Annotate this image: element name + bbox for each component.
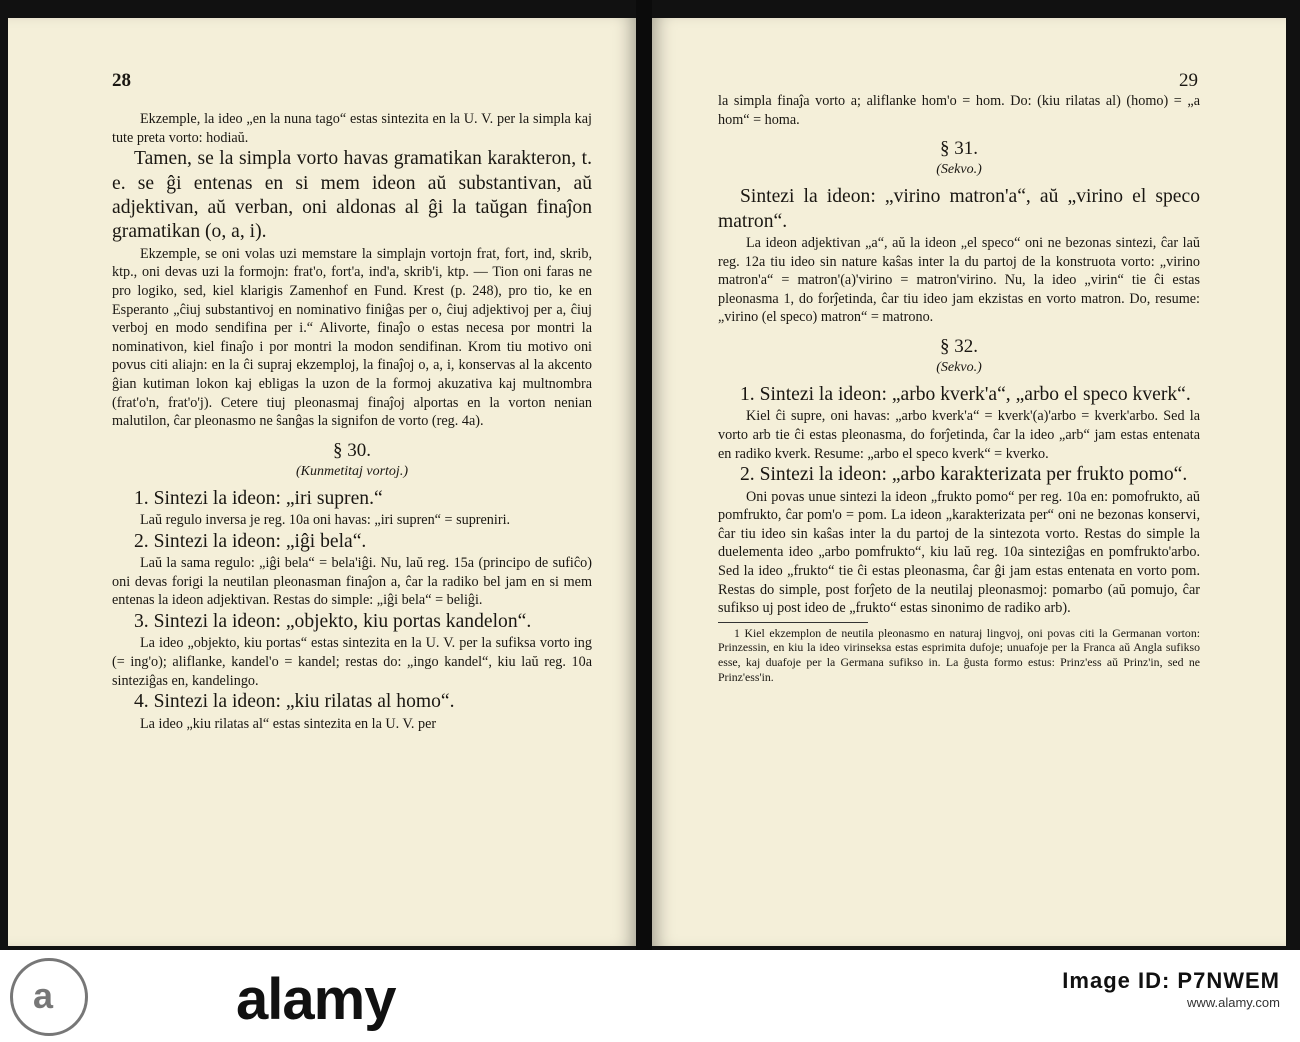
exercise-title: 1. Sintezi la ideon: „iri supren.“ — [134, 487, 383, 509]
paragraph-large: Tamen, se la simpla vorto havas gramatikan karakteron, t. e. se ĝi entenas en si mem ideon aŭ substantivan, aŭ adjektivan, aŭ verban, oni aldonas al ĝi la taŭgan finaĵon gramatikan (o, a, i). — [112, 148, 592, 243]
section-subtitle: (Sekvo.) — [936, 359, 982, 375]
exercise-title: 2. Sintezi la ideon: „iĝi bela“. — [134, 530, 367, 552]
section-heading: § 31. — [940, 138, 978, 160]
logo-letter: a — [33, 975, 54, 1016]
book-gutter — [636, 0, 652, 950]
watermark-info — [1062, 970, 1280, 1014]
exercise-title: Sintezi la ideon: „virino matron'a“, aŭ „virino el speco matron“. — [718, 186, 1200, 232]
exercise-body: La ideon adjektivan „a“, aŭ la ideon „el speco“ oni ne bezonas sintezi, ĉar laŭ reg. 12a tiu ideo sin nature kaŝas inter la du partoj de la konstruota vorto: „virino matron'a“ = matron'(a)'virino = matron'virino. Nu, la ideo „virin“ tie ĉi estas pleonasma 1, do forĵetinda, ĉar tiu ideo jam ekzistas en vorto matron. Do, resume: „virino (el speco) matron“ = matrono. — [718, 235, 1200, 326]
alamy-logo-icon — [10, 958, 88, 1036]
right-page — [652, 18, 1286, 946]
exercise-body: Kiel ĉi supre, oni havas: „arbo kverk'a“ = kverk'(a)'arbo = kverk'arbo. Sed la vorto arb tie ĉi estas pleonasma, do forĵetinda, ĉar la ideo „arb“ jam estas entenata en radiko kverk. Resume: „arbo el speco kverk“ = kverko. — [718, 408, 1200, 462]
section-subtitle: (Kunmetitaj vortoj.) — [296, 463, 408, 479]
page-number: 28 — [112, 70, 131, 91]
paragraph: Ekzemple, se oni volas uzi memstare la simplajn vortojn frat, fort, ind, skrib, ktp., oni devas uzi la formojn: frat'o, fort'a, ind'a, skrib'i, ktp. — Tion oni faras ne pro logiko, sed, kiel klarigis Zamenhof en Fund. Krest (p. 248), pro tio, ke en Esperanto „ĉiuj substantivoj en nominativo finiĝas per o, ĉiuj adjektivoj per a, ĉiuj verboj en modo sendifina per i.“ Alivorte, finaĵo o estas necesa por montri la nominativon, kiel finaĵo i por montri la modon sendifinan. Krom tiu motivo oni povus citi aliajn: en la ĉi supraj ekzemploj, la finaĵoj o, a, i, konservas al la akcento ĝian kutiman lokon kaj ebligas la uzon de la formoj akuzativa kaj multnombra (frat'o'n, frat'o'j). Ceterе tiuj pleonasmaj finaĵoj alportas en la vorton nenian malutilon, ĉar pleonasmo ne ŝanĝas la signifon de vorto (reg. 4a). — [112, 245, 592, 430]
exercise-title: 1. Sintezi la ideon: „arbo kverk'a“, „arbo el speco kverk“. — [740, 383, 1191, 405]
exercise-title: 2. Sintezi la ideon: „arbo karakterizata per frukto pomo“. — [740, 464, 1188, 486]
page-number: 29 — [1179, 70, 1198, 91]
exercise-body: Laŭ la sama regulo: „iĝi bela“ = bela'iĝi. Nu, laŭ reg. 15a (principo de sufiĉo) oni devas forigi la neutilan pleonasman finaĵon a, ĉar la radiko bel jam en si mem entenas la ideon adjektivan. Restas do simple: „iĝi bela“ = beliĝi. — [112, 555, 592, 609]
exercise-body: Oni povas unue sintezi la ideon „frukto pomo“ per reg. 10a en: pomofrukto, aŭ pomfrukto, ĉar pom'o = pom. La ideon „karakterizata per“ oni ne bezonas konservi, ĉar tiu ideo sin kaŝas inter la du partoj de la sintezota vorto. Restas do simple la duelementa ideo „arbo pomfrukto“, kiu laŭ reg. 10a sinteziĝas en pomfrukto'arbo. Sed la ideo „frukto“ tie ĉi estas pleonasma, ĉar ĝi jam estas entenata en vorto pom. Restas do simple, post forĵeto de la neutilaj pleonasmoj: pomarbo (aŭ pomujo, ĉar sufikso uj post ideo de „frukto“ estas sinonimo de radiko arb). — [718, 488, 1200, 617]
image-id: Image ID: P7NWEM — [1062, 968, 1280, 993]
section-heading: § 30. — [333, 439, 371, 461]
section-heading: § 32. — [940, 335, 978, 357]
left-page — [8, 18, 636, 946]
paragraph: la simpla finaĵa vorto a; aliflanke hom'o = hom. Do: (kiu rilatas al) (homo) = „a hom“ = homa. — [718, 93, 1200, 128]
exercise-title: 4. Sintezi la ideon: „kiu rilatas al homo“. — [134, 691, 455, 713]
left-text-column — [112, 110, 592, 733]
footnote: 1 Kiel ekzemplon de neutila pleonasmo en naturaj lingvoj, oni povas citi la Germanan vorton: Prinzessin, en kiu la ideo virinseksa estas esprimita dufoje; unuafoje per la Franca aŭ Angla sufikso esse, kaj duafoje per la Germana sufikso in. La ĝusta formo estus: Prinz'ess aŭ Prinz'in, sed ne Prinz'ess'in. — [718, 625, 1200, 684]
footnote-divider — [718, 622, 868, 623]
site-url: www.alamy.com — [1187, 995, 1280, 1010]
exercise-body: La ideo „objekto, kiu portas“ estas sintezita en la U. V. per la sufiksa vorto ing (= ing'o); aliflanke, kandel'o = kandel; restas do: „ingo kandel“, kiu laŭ reg. 10a sinteziĝas en, kandelingo. — [112, 635, 592, 689]
paragraph: Ekzemple, la ideo „en la nuna tago“ estas sintezita en la U. V. per la simpla kaj tute preta vorto: hodiaŭ. — [112, 111, 592, 146]
right-text-column — [718, 92, 1200, 684]
section-subtitle: (Sekvo.) — [936, 162, 982, 178]
exercise-title: 3. Sintezi la ideon: „objekto, kiu portas kandelon“. — [134, 610, 532, 632]
exercise-body: Laŭ regulo inversa je reg. 10a oni havas: „iri supren“ = supreniri. — [140, 512, 511, 529]
watermark-brand: alamy — [236, 967, 396, 1032]
exercise-body: La ideo „kiu rilatas al“ estas sintezita en la U. V. per — [140, 715, 437, 732]
